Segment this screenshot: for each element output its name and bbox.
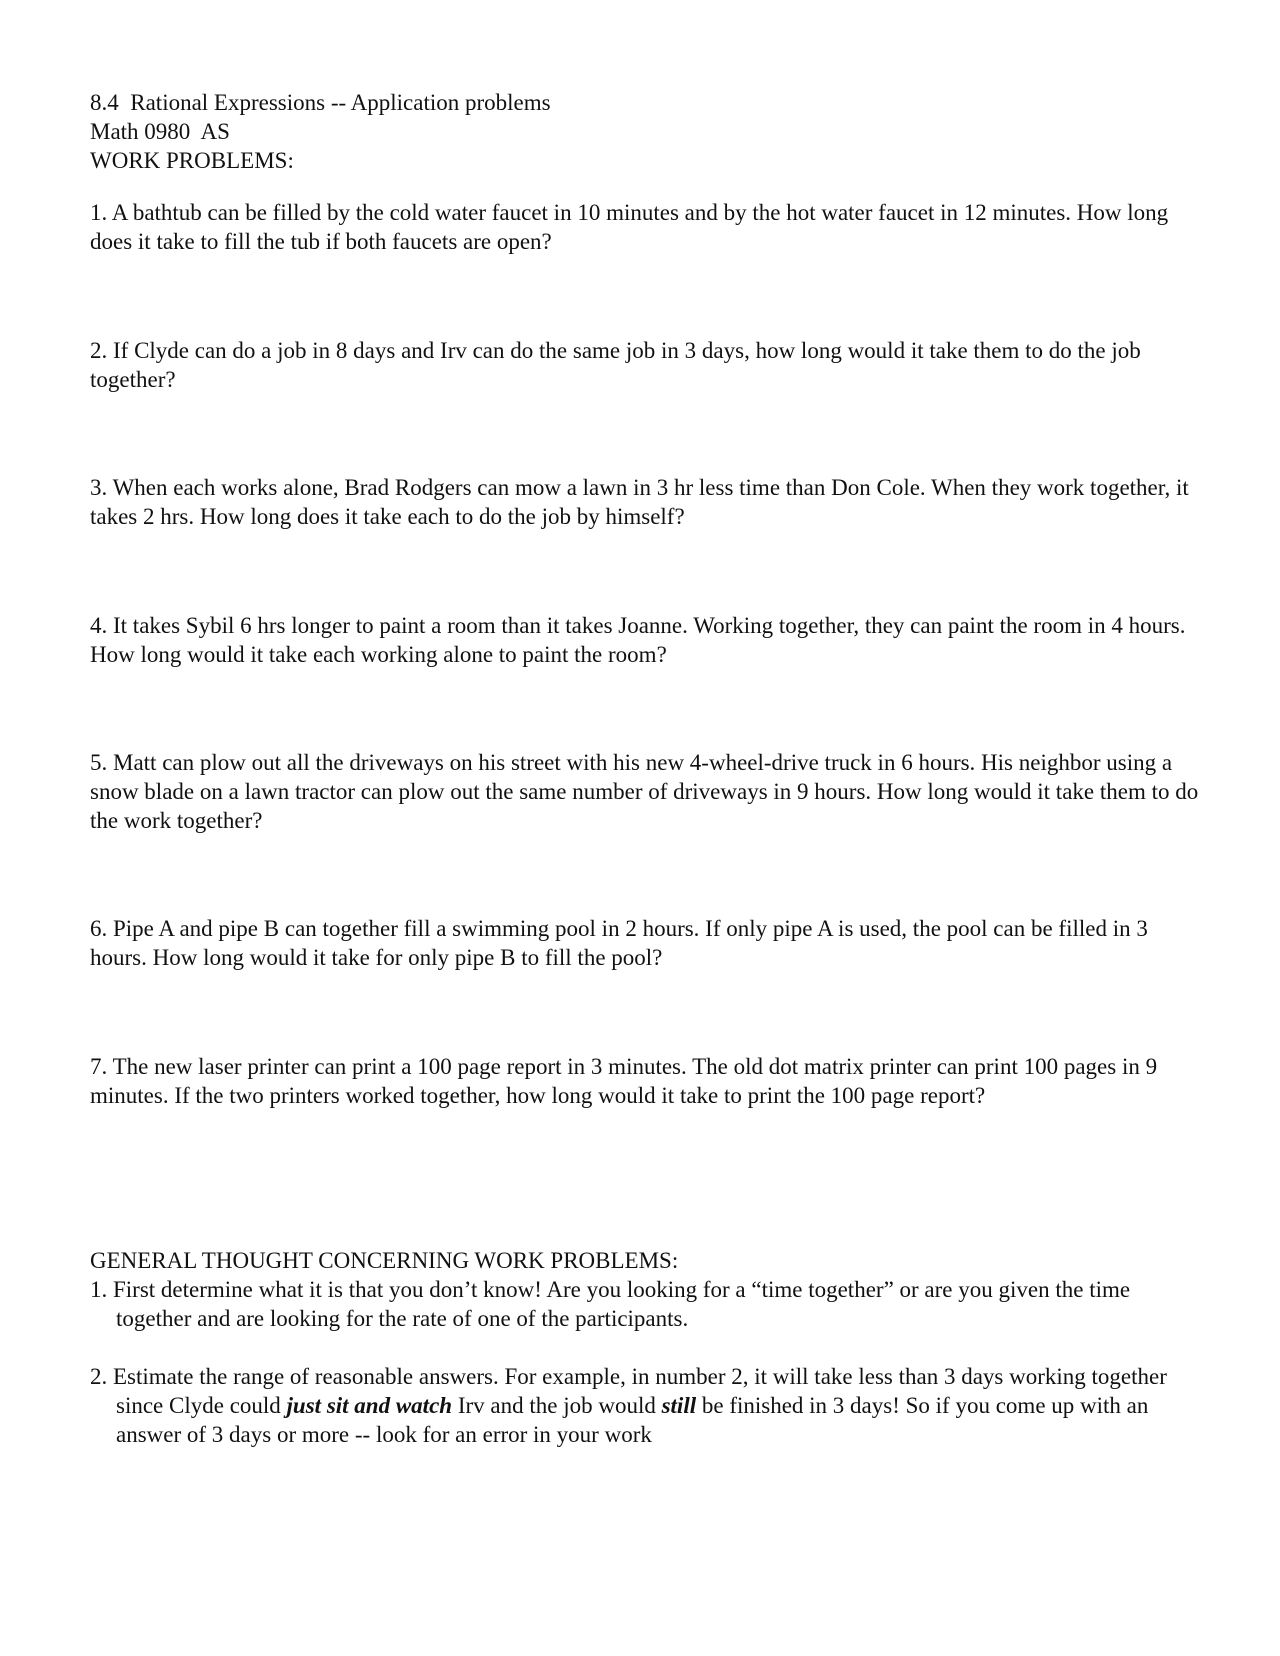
tip-2-text-b: Irv and the job would [452,1393,662,1418]
general-thoughts-heading: GENERAL THOUGHT CONCERNING WORK PROBLEMS: [90,1248,679,1273]
tip-1: 1. First determine what it is that you don’t know! Are you looking for a “time together” or are you given the time together and are looking for the rate of one of the participants. [90,1277,1131,1331]
tip-2-text-c: be finished in 3 days! So if you come up with an answer of 3 days or more -- look for an error in your work [116,1393,1149,1447]
problem-2: 2. If Clyde can do a job in 8 days and Irv can do the same job in 3 days, how long would it take them to do the job together? [90,338,1141,392]
tip-2-emphasis-a: just sit and watch [286,1393,453,1418]
problem-7: 7. The new laser printer can print a 100 page report in 3 minutes. The old dot matrix printer can print 100 pages in 9 minutes. If the two printers worked together, how long would it take to print the 100 page report? [90,1054,1158,1108]
problem-3: 3. When each works alone, Brad Rodgers can mow a lawn in 3 hr less time than Don Cole. When they work together, it takes 2 hrs. How long does it take each to do the job by himself? [90,475,1189,529]
worksheet-title: 8.4 Rational Expressions -- Application problems [90,90,551,115]
problem-1: 1. A bathtub can be filled by the cold water faucet in 10 minutes and by the hot water faucet in 12 minutes. How long does it take to fill the tub if both faucets are open? [90,200,1169,254]
section-heading: WORK PROBLEMS: [90,148,294,173]
tip-2 [90,1362,1200,1449]
worksheet-header [90,88,1200,175]
problem-5: 5. Matt can plow out all the driveways on his street with his new 4-wheel-drive truck in 6 hours. His neighbor using a snow blade on a lawn tractor can plow out the same number of driveways in 9 hours. How long would it take them to do the work together? [90,750,1199,833]
problem-6: 6. Pipe A and pipe B can together fill a swimming pool in 2 hours. If only pipe A is used, the pool can be filled in 3 hours. How long would it take for only pipe B to fill the pool? [90,916,1148,970]
course-code: Math 0980 AS [90,119,230,144]
problem-4: 4. It takes Sybil 6 hrs longer to paint a room than it takes Joanne. Working together, they can paint the room in 4 hours. How long would it take each working alone to paint the room? [90,613,1186,667]
tip-2-emphasis-b: still [661,1393,697,1418]
tip-2-text-a: 2. Estimate the range of reasonable answers. For example, in number 2, it will take less than 3 days working together since Clyde could [90,1364,1167,1418]
